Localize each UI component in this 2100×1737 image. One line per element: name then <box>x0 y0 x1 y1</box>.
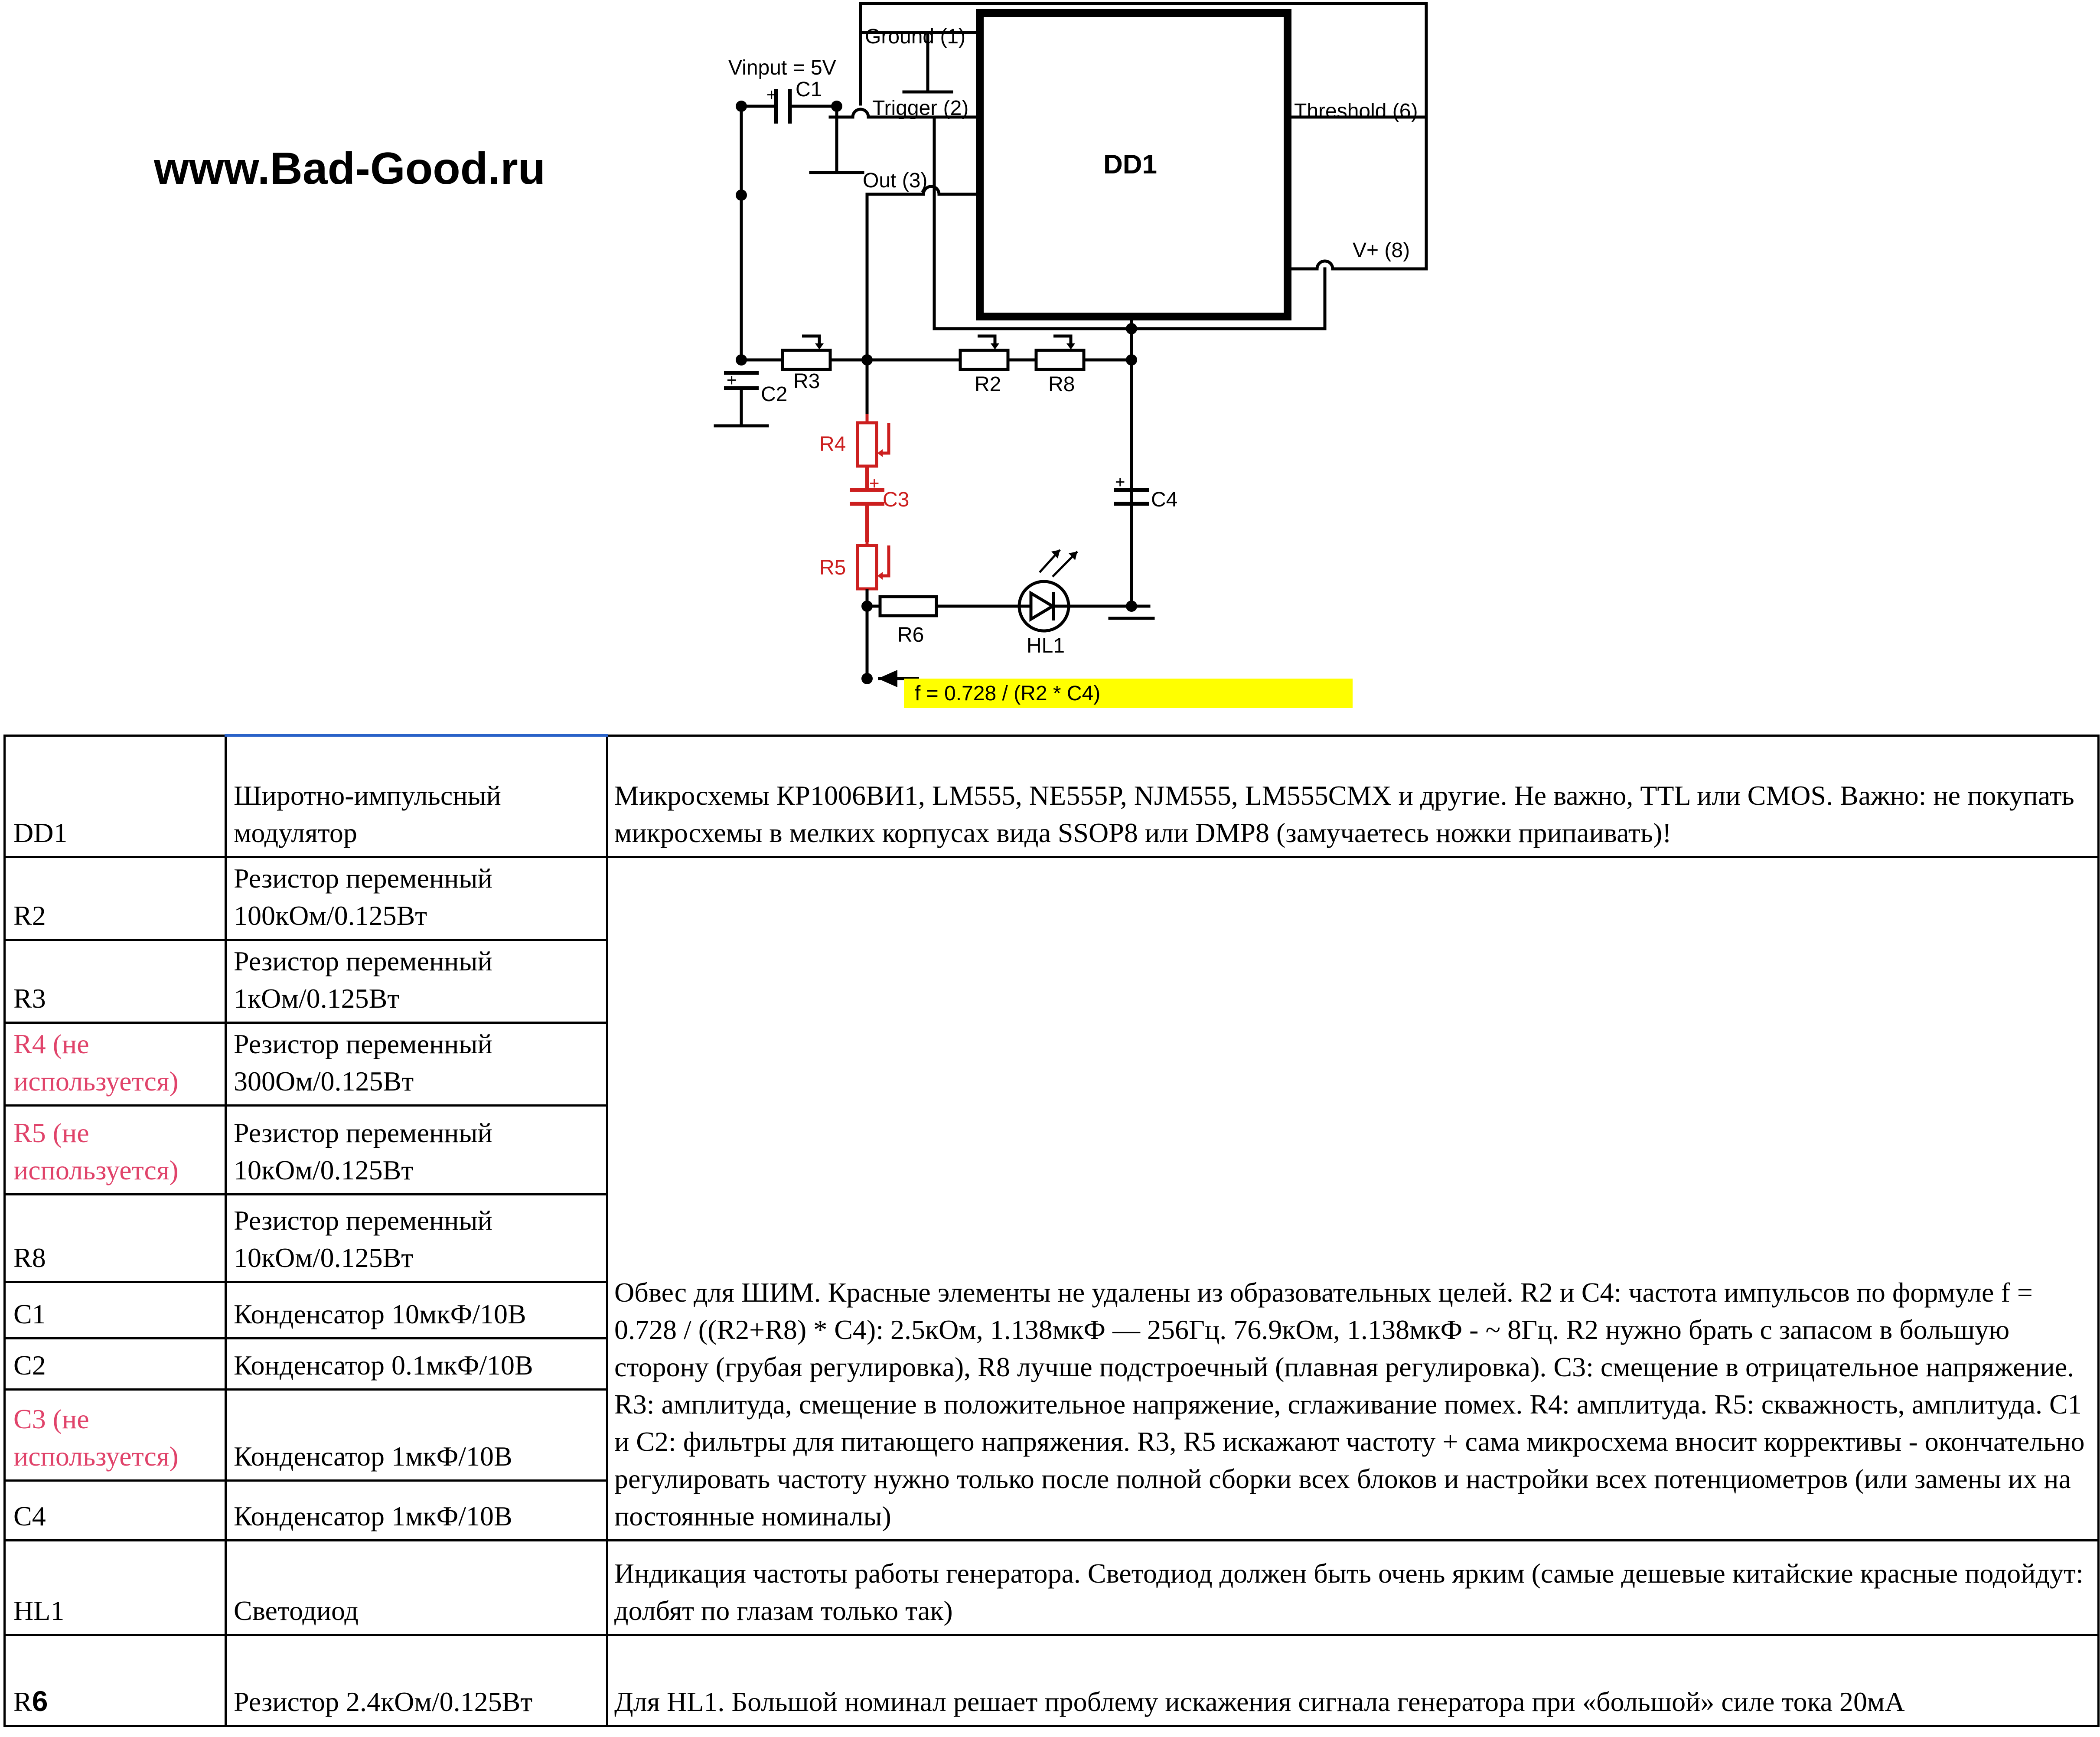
bill-of-materials-table <box>3 734 2100 1727</box>
c2-plus-sign: + <box>727 371 737 390</box>
component-desc: Резистор переменный 300Ом/0.125Вт <box>226 1022 607 1105</box>
chip-label: DD1 <box>1103 150 1158 180</box>
vinput-label: Vinput = 5V <box>728 56 836 79</box>
table-row <box>5 857 2099 940</box>
component-desc: Резистор переменный 10кОм/0.125Вт <box>226 1105 607 1194</box>
hl1-label: HL1 <box>1027 634 1065 657</box>
c2-label: C2 <box>761 383 788 406</box>
c1-label: C1 <box>796 78 822 101</box>
component-desc: Резистор переменный 100кОм/0.125Вт <box>226 857 607 940</box>
table-row <box>5 1540 2099 1635</box>
component-desc: Конденсатор 10мкФ/10В <box>226 1282 607 1338</box>
component-note: Микросхемы КР1006ВИ1, LM555, NE555P, NJM555, LM555CMX и другие. Не важно, TTL или CMOS. Важно: не покупать микросхемы в мелких корпусах вида SSOP8 или DMP8 (замучаетесь ножки припаивать)! <box>607 735 2099 857</box>
component-desc[interactable]: Широтно-импульсный модулятор <box>226 735 607 857</box>
component-ref <box>5 1635 226 1726</box>
ref-suffix: 6 <box>32 1685 48 1717</box>
pin-ground-label: Ground (1) <box>865 25 966 48</box>
component-desc: Резистор переменный 10кОм/0.125Вт <box>226 1194 607 1282</box>
c1-capacitor <box>776 89 790 124</box>
pin-trigger-label: Trigger (2) <box>872 97 969 120</box>
r4-label: R4 <box>819 433 846 456</box>
r4-resistor <box>858 414 889 466</box>
component-ref: R2 <box>5 857 226 940</box>
c4-plus-sign: + <box>1115 473 1125 492</box>
formula-label: f = 0.728 / (R2 * C4) <box>915 682 1101 705</box>
component-ref: C3 (не используется) <box>5 1389 226 1480</box>
pin-threshold-label: Threshold (6) <box>1294 100 1418 123</box>
r3-resistor <box>783 336 830 369</box>
r5-label: R5 <box>819 556 846 579</box>
component-note: Для HL1. Большой номинал решает проблему искажения сигнала генератора при «большой» силе тока 20мА <box>607 1635 2099 1726</box>
component-ref: HL1 <box>5 1540 226 1635</box>
r6-label: R6 <box>897 624 924 646</box>
component-desc: Светодиод <box>226 1540 607 1635</box>
c3-plus-sign: + <box>869 474 880 493</box>
r2-label: R2 <box>975 373 1001 396</box>
site-title: www.Bad-Good.ru <box>154 144 546 194</box>
component-desc: Конденсатор 1мкФ/10В <box>226 1480 607 1540</box>
r3-label: R3 <box>793 370 820 393</box>
group-note: Обвес для ШИМ. Красные элементы не удалены из образовательных целей. R2 и C4: частота импульсов по формуле f = 0.728 / ((R2+R8) * C4): 2.5кОм, 1.138мкФ — 256Гц. 76.9кОм, 1.138мкФ - ~ 8Гц. R2 нужно брать с запасом в большую сторону (грубая регулировка), R8 лучше подстроечный (плавная регулировка). C3: смещение в отрицательное напряжение. R3: амплитуда, смещение в положительное напряжение, сглаживание помех. R4: амплитуда. R5: скважность, амплитуда. C1 и C2: фильтры для питающего напряжения. R3, R5 искажают частоту + сама микросхема вносит коррективы - окончательно регулировать частоту нужно только после полной сборки всех блоков и настройки всех потенциометров (или замены их на постоянные номиналы) <box>607 857 2099 1540</box>
c3-capacitor <box>850 460 884 542</box>
component-ref: C1 <box>5 1282 226 1338</box>
component-ref: R3 <box>5 940 226 1022</box>
component-desc: Резистор переменный 1кОм/0.125Вт <box>226 940 607 1022</box>
component-desc: Конденсатор 0.1мкФ/10В <box>226 1338 607 1389</box>
table-row <box>5 1635 2099 1726</box>
pin-out-label: Out (3) <box>863 169 928 192</box>
c4-label: C4 <box>1151 488 1178 511</box>
component-desc: Резистор 2.4кОм/0.125Вт <box>226 1635 607 1726</box>
component-note: Индикация частоты работы генератора. Светодиод должен быть очень ярким (самые дешевые китайские красные подойдут: долбят по глазам только так) <box>607 1540 2099 1635</box>
c3-label: C3 <box>883 488 910 511</box>
component-ref: C2 <box>5 1338 226 1389</box>
c1-plus-sign: + <box>766 85 777 104</box>
table-row <box>5 735 2099 857</box>
r6-resistor <box>880 597 936 616</box>
ref-prefix: R <box>13 1686 32 1717</box>
component-ref: R4 (не используется) <box>5 1022 226 1105</box>
component-ref: R8 <box>5 1194 226 1282</box>
pin-vplus-label: V+ (8) <box>1353 239 1410 262</box>
circuit-schematic <box>0 0 2100 715</box>
hl1-led <box>1019 550 1077 631</box>
component-ref: R5 (не используется) <box>5 1105 226 1194</box>
r8-resistor <box>1036 336 1084 369</box>
r8-label: R8 <box>1048 373 1075 396</box>
component-ref: C4 <box>5 1480 226 1540</box>
component-desc: Конденсатор 1мкФ/10В <box>226 1389 607 1480</box>
component-ref: DD1 <box>5 735 226 857</box>
r2-resistor <box>960 336 1008 369</box>
